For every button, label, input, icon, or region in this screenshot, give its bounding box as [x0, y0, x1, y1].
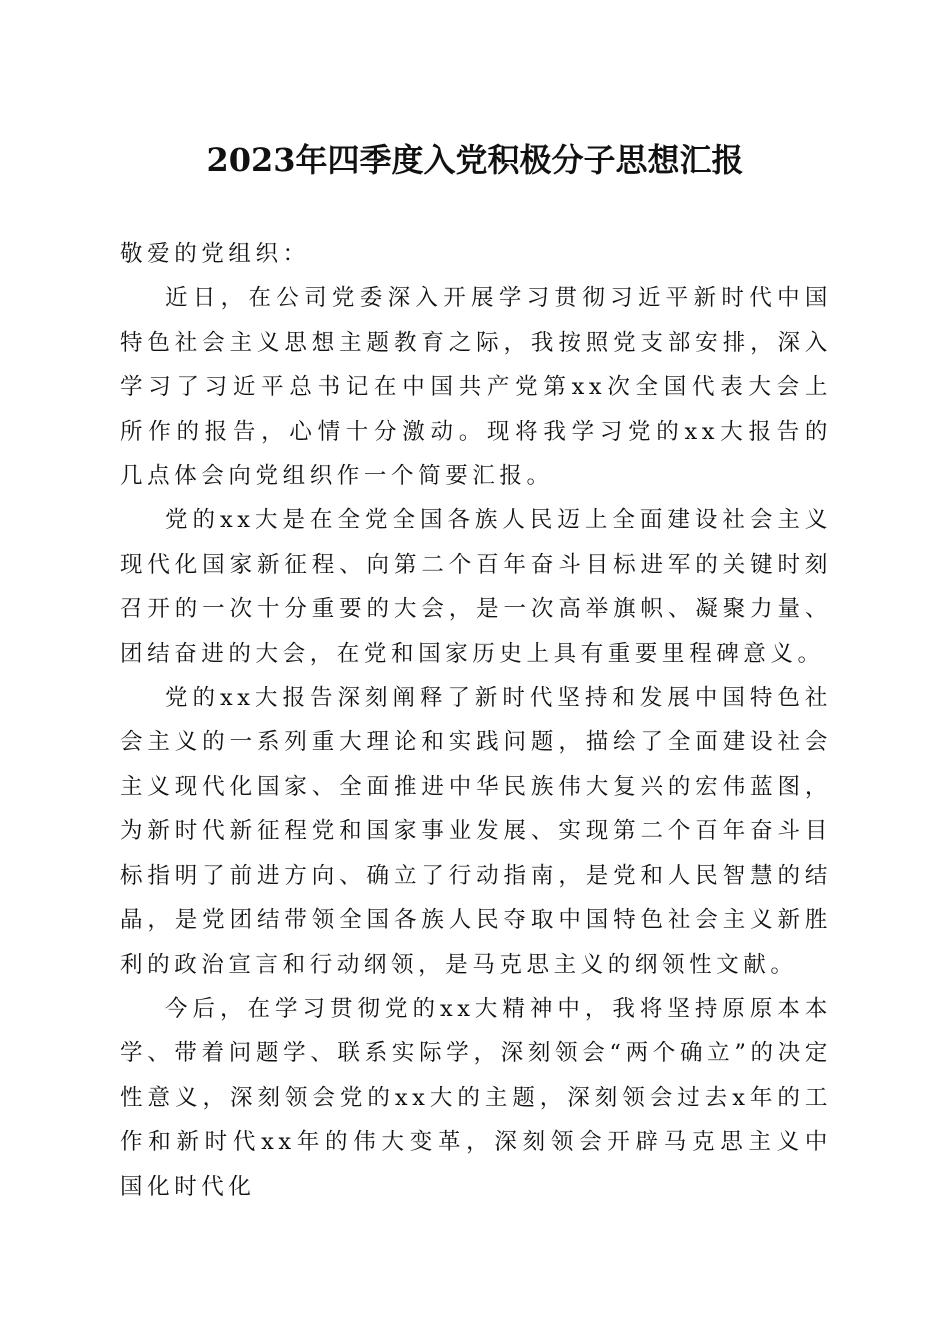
- paragraph-1: 近日，在公司党委深入开展学习贯彻习近平新时代中国特色社会主义思想主题教育之际，我按照党支部安排，深入学习了习近平总书记在中国共产党第xx次全国代表大会上所作的报告，心情十分激动。现将我学习党的xx大报告的几点体会向党组织作一个简要汇报。: [120, 285, 832, 490]
- paragraph-3: 党的xx大报告深刻阐释了新时代坚持和发展中国特色社会主义的一系列重大理论和实践问题，描绘了全面建设社会主义现代化国家、全面推进中华民族伟大复兴的宏伟蓝图，为新时代新征程党和国家事业发展、实现第二个百年奋斗目标指明了前进方向、确立了行动指南，是党和人民智慧的结晶，是党团结带领全国各族人民夺取中国特色社会主义新胜利的政治宣言和行动纲领，是马克思主义的纲领性文献。: [120, 685, 832, 978]
- salutation: 敬爱的党组织：: [120, 241, 310, 267]
- document-title: 2023年四季度入党积极分子思想汇报: [206, 141, 744, 179]
- document-body: [120, 232, 832, 1209]
- paragraph-4: 今后，在学习贯彻党的xx大精神中，我将坚持原原本本学、带着问题学、联系实际学，深刻领会“两个确立”的决定性意义，深刻领会党的xx大的主题，深刻领会过去x年的工作和新时代xx年的伟大变革，深刻领会开辟马克思主义中国化时代化: [120, 995, 832, 1200]
- paragraph-2: 党的xx大是在全党全国各族人民迈上全面建设社会主义现代化国家新征程、向第二个百年奋斗目标进军的关键时刻召开的一次十分重要的大会，是一次高举旗帜、凝聚力量、团结奋进的大会，在党和国家历史上具有重要里程碑意义。: [120, 507, 832, 667]
